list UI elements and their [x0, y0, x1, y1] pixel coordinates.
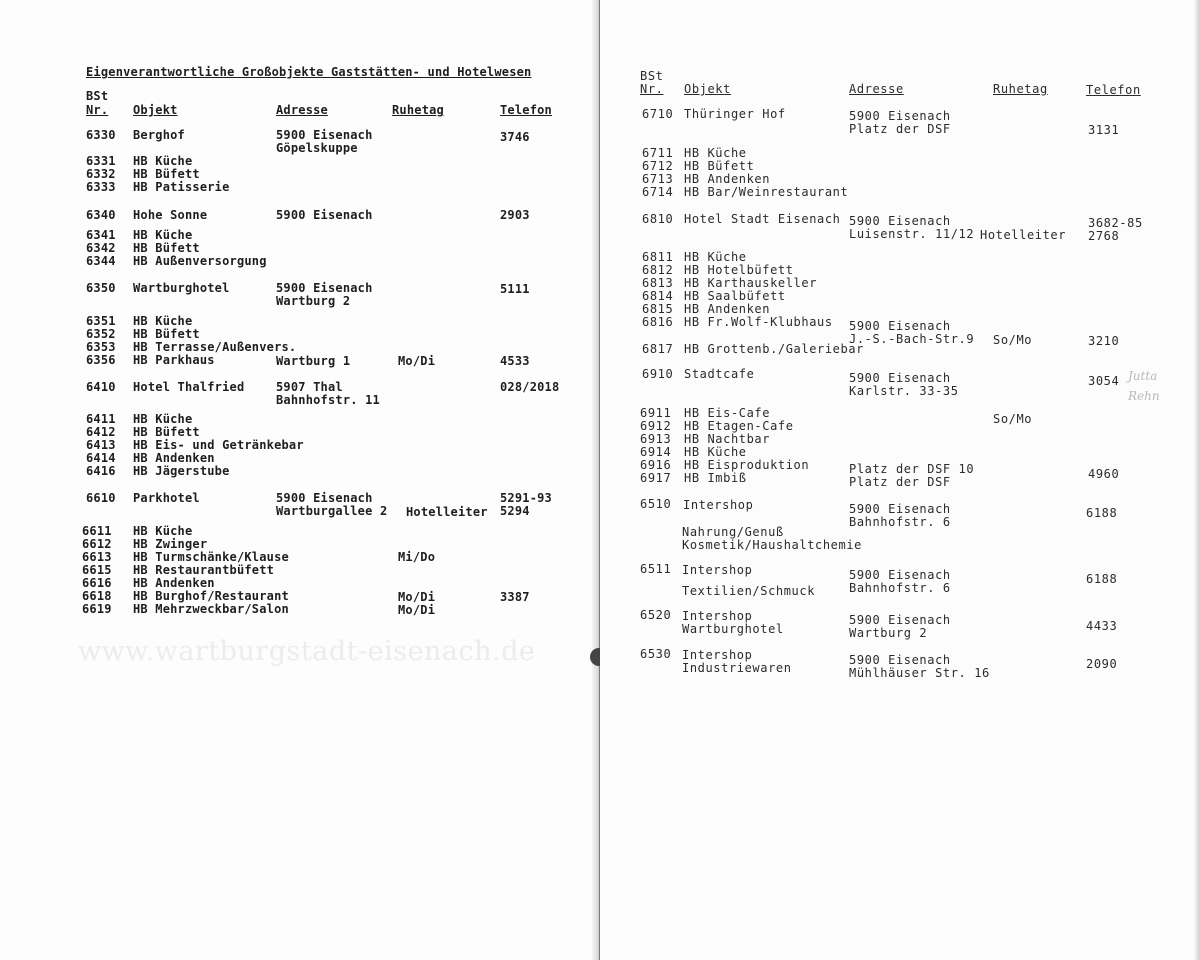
sub-nrs: 6711 6712 6713 6714: [642, 146, 674, 199]
entry-objekt: Hohe Sonne: [133, 208, 208, 222]
header-telefon: Telefon: [500, 103, 552, 117]
entry-nr: 6810: [642, 212, 674, 226]
header-bst: Nr.: [640, 82, 664, 96]
header-adresse: Adresse: [849, 82, 904, 96]
page-edge-shadow: [1194, 0, 1200, 960]
entry-telefon: 3682-85 2768: [1088, 216, 1143, 243]
sub-nrs: 6811 6812 6813 6814 6815 6816: [642, 250, 674, 329]
entry-adresse: 5900 Eisenach Platz der DSF: [849, 109, 951, 136]
header-objekt: Objekt: [684, 82, 731, 96]
entry-adresse: 5900 Eisenach Bahnhofstr. 6: [849, 502, 951, 529]
sub-names: HB Küche HB Zwinger HB Turmschänke/Klause HB Restaurantbüfett HB Andenken HB Burghof/Restaurant HB Mehrzweckbar/Salon: [133, 524, 289, 616]
entry-telefon: 6188: [1086, 572, 1118, 586]
entry-telefon: 6188: [1086, 506, 1118, 520]
entry-nr: 6817: [642, 342, 674, 356]
entry-ruhetag: Hotelleiter: [980, 228, 1067, 242]
entry-objekt: Stadtcafe: [684, 367, 755, 381]
sub-nrs: 6331 6332 6333: [86, 154, 116, 194]
header-ruhetag: Ruhetag: [993, 82, 1048, 96]
entry-objekt: Intershop Wartburghotel: [682, 609, 784, 636]
sub-names: HB Küche HB Büfett HB Andenken HB Bar/Weinrestaurant: [684, 146, 849, 199]
sub-adresse: Platz der DSF 10 Platz der DSF: [849, 462, 975, 489]
entry-objekt: Intershop Industriewaren: [682, 648, 792, 675]
entry-telefon: 5291-93 5294: [500, 491, 552, 518]
entry-nr: 6410: [86, 380, 116, 394]
entry-nr: 6510: [640, 497, 672, 511]
sub-names: HB Eis-Cafe HB Etagen-Cafe HB Nachtbar HB Küche HB Eisproduktion HB Imbiß: [684, 406, 810, 485]
sub-adresse: 5900 Eisenach J.-S.-Bach-Str.9: [849, 319, 975, 346]
entry-objekt: Intershop: [683, 498, 754, 512]
page-title: Eigenverantwortliche Großobjekte Gaststätten- und Hotelwesen: [86, 65, 532, 79]
entry-nr: 6530: [640, 647, 672, 661]
entry-nr: 6610: [86, 491, 116, 505]
entry-telefon: 3131: [1088, 123, 1120, 137]
header-adresse: Adresse: [276, 103, 328, 117]
header-bst-top: BSt: [640, 69, 664, 83]
entry-ruhetag: Hotelleiter: [406, 505, 488, 519]
handwritten-note: Jutta Rehn: [1128, 369, 1160, 403]
entry-objekt: Intershop: [682, 563, 753, 577]
watermark: www.wartburgstadt-eisenach.de: [78, 636, 536, 667]
header-bst: Nr.: [86, 103, 109, 117]
sub-nrs: 6351 6352 6353 6356: [86, 314, 116, 367]
entry-nr: 6350: [86, 281, 116, 295]
sub-nrs: 6411 6412 6413 6414 6416: [86, 412, 116, 478]
sub-nrs: 6341 6342 6344: [86, 228, 116, 268]
sub-ruhetag: So/Mo: [993, 333, 1033, 347]
sub-names: HB Küche HB Hotelbüfett HB Karthauskeller HB Saalbüfett HB Andenken HB Fr.Wolf-Klubhaus: [684, 250, 833, 329]
entry-objekt: Berghof: [133, 128, 185, 142]
sub-ruhetag: Mi/Do: [398, 550, 436, 564]
entry-adresse: 5900 Eisenach Mühlhäuser Str. 16: [849, 653, 990, 680]
entry-nr: 6340: [86, 208, 116, 222]
sub-adresse: Wartburg 1: [276, 354, 351, 368]
entry-adresse: 5900 Eisenach Luisenstr. 11/12: [849, 214, 975, 241]
sub-ruhetag: Mo/Di Mo/Di: [398, 590, 436, 617]
entry-objekt: Thüringer Hof: [684, 107, 786, 121]
sub-nrs: 6611 6612 6613 6615 6616 6618 6619: [82, 524, 112, 616]
sub-names: HB Küche HB Büfett HB Terrasse/Außenvers. HB Parkhaus: [133, 314, 297, 367]
sub-telefon: 4533: [500, 354, 530, 368]
sub-names: HB Küche HB Büfett HB Patisserie: [133, 154, 230, 194]
entry-adresse: 5900 Eisenach Wartburgallee 2: [276, 491, 388, 518]
entry-telefon: 4433: [1086, 619, 1118, 633]
entry-telefon: 3746: [500, 130, 530, 144]
entry-sub: Textilien/Schmuck: [682, 584, 816, 598]
header-telefon: Telefon: [1086, 83, 1141, 97]
entry-nr: 6330: [86, 128, 116, 142]
entry-nr: 6511: [640, 562, 672, 576]
entry-telefon: 2903: [500, 208, 530, 222]
header-ruhetag: Ruhetag: [392, 103, 444, 117]
header-bst-top: BSt: [86, 89, 109, 103]
entry-adresse: 5900 Eisenach Karlstr. 33-35: [849, 371, 959, 398]
sub-telefon: 4960: [1088, 467, 1120, 481]
sub-ruhetag: So/Mo: [993, 412, 1033, 426]
sub-names: HB Grottenb./Galeriebar: [684, 342, 864, 356]
sub-ruhetag: Mo/Di: [398, 354, 436, 368]
sub-names: HB Küche HB Büfett HB Eis- und Getränkebar HB Andenken HB Jägerstube: [133, 412, 304, 478]
entry-telefon: 028/2018: [500, 380, 560, 394]
entry-adresse: 5907 Thal Bahnhofstr. 11: [276, 380, 380, 407]
entry-nr: 6910: [642, 367, 674, 381]
sub-telefon: 3210: [1088, 334, 1120, 348]
entry-adresse: 5900 Eisenach Wartburg 2: [276, 281, 373, 308]
right-page: [600, 0, 1200, 960]
sub-telefon: 3387: [500, 590, 530, 604]
entry-objekt: Parkhotel: [133, 491, 200, 505]
entry-sub: Nahrung/Genuß Kosmetik/Haushaltchemie: [682, 525, 862, 552]
header-objekt: Objekt: [133, 103, 178, 117]
sub-names: HB Küche HB Büfett HB Außenversorgung: [133, 228, 267, 268]
entry-telefon: 3054: [1088, 374, 1120, 388]
entry-telefon: 5111: [500, 282, 530, 296]
entry-objekt: Hotel Stadt Eisenach: [684, 212, 841, 226]
entry-objekt: Wartburghotel: [133, 281, 230, 295]
entry-adresse: 5900 Eisenach Bahnhofstr. 6: [849, 568, 951, 595]
entry-adresse: 5900 Eisenach Göpelskuppe: [276, 128, 373, 155]
entry-nr: 6710: [642, 107, 674, 121]
entry-adresse: 5900 Eisenach: [276, 208, 373, 222]
sub-nrs: 6911 6912 6913 6914 6916 6917: [640, 406, 672, 485]
entry-nr: 6520: [640, 608, 672, 622]
entry-telefon: 2090: [1086, 657, 1118, 671]
entry-objekt: Hotel Thalfried: [133, 380, 245, 394]
entry-adresse: 5900 Eisenach Wartburg 2: [849, 613, 951, 640]
